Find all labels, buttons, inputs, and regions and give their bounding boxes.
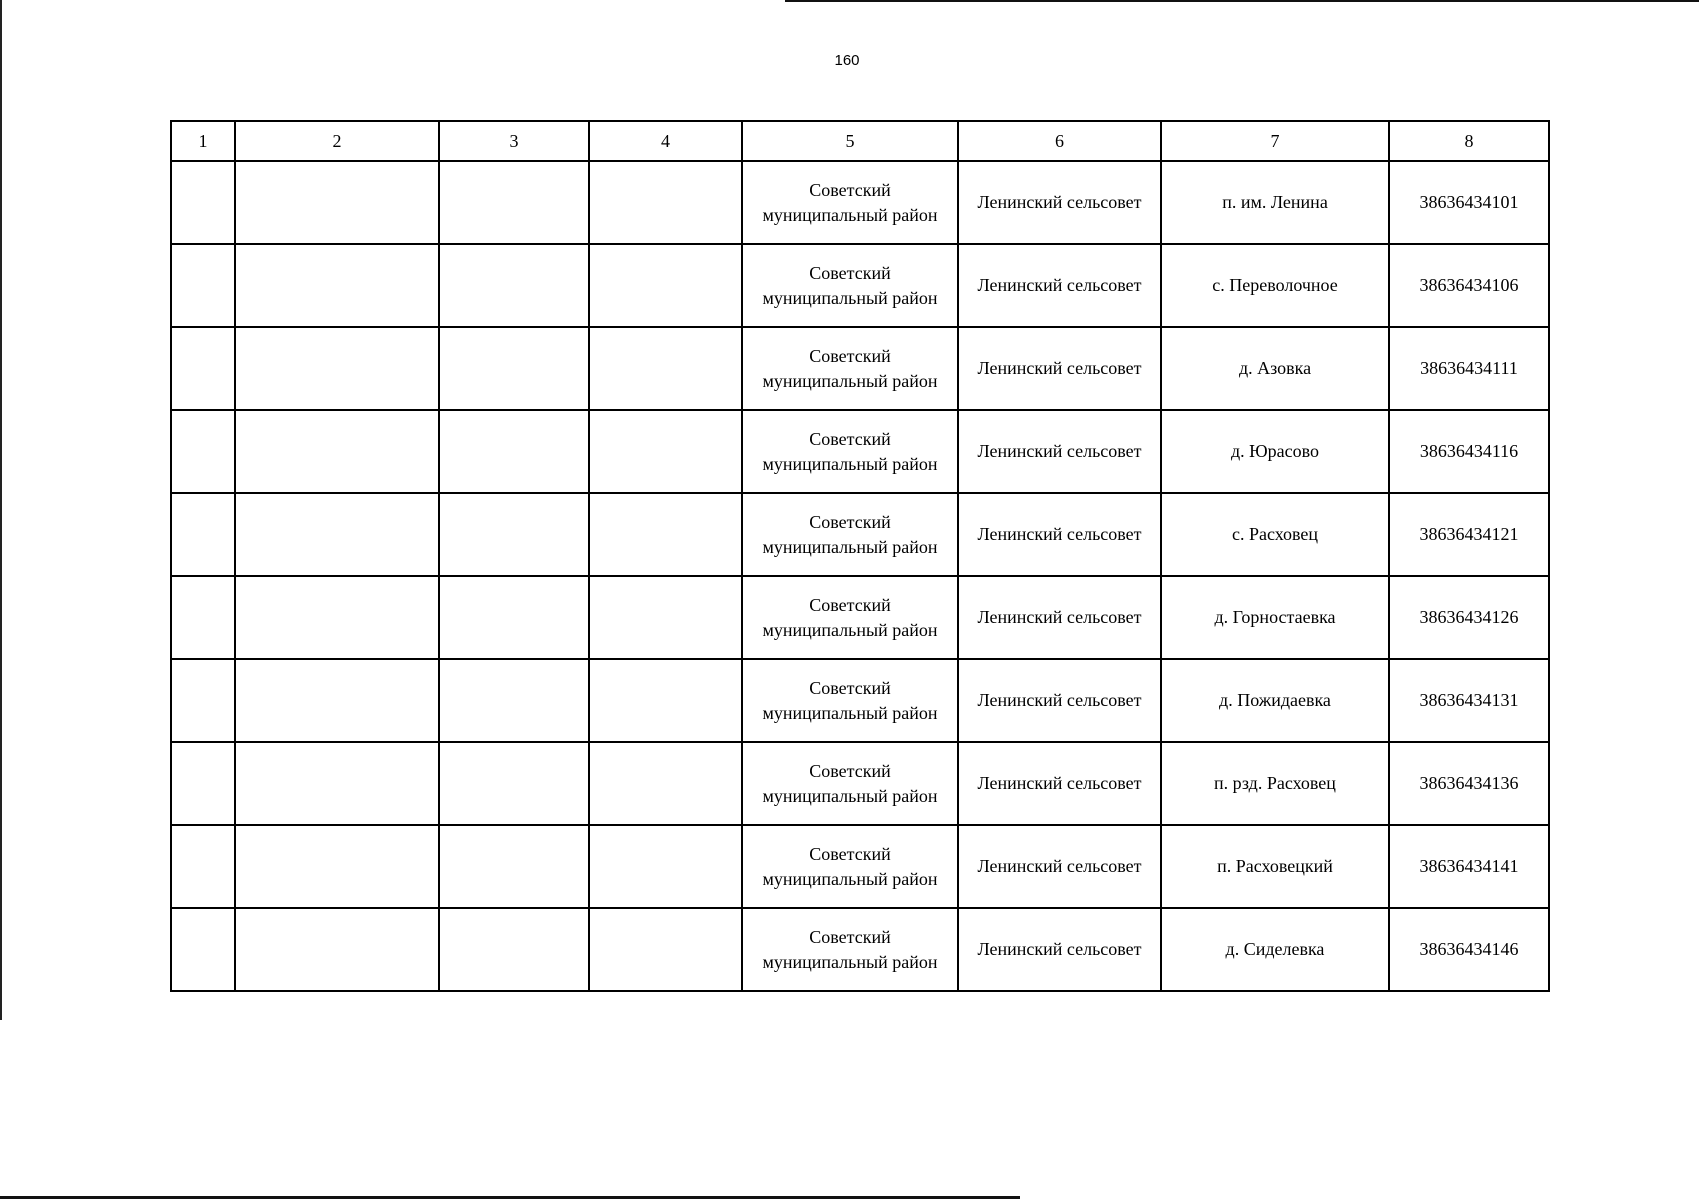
settlement-cell: п. рзд. Расховец xyxy=(1161,742,1389,825)
council-cell: Ленинский сельсовет xyxy=(958,410,1161,493)
cell-col-3 xyxy=(439,825,589,908)
district-cell: Советский муниципальный район xyxy=(742,410,958,493)
cell-col-4 xyxy=(589,908,742,991)
cell-col-1 xyxy=(171,825,235,908)
cell-col-1 xyxy=(171,908,235,991)
settlement-cell: д. Горностаевка xyxy=(1161,576,1389,659)
code-cell: 38636434136 xyxy=(1389,742,1549,825)
cell-col-2 xyxy=(235,825,439,908)
council-cell: Ленинский сельсовет xyxy=(958,244,1161,327)
council-cell: Ленинский сельсовет xyxy=(958,576,1161,659)
settlement-cell: д. Пожидаевка xyxy=(1161,659,1389,742)
council-cell: Ленинский сельсовет xyxy=(958,161,1161,244)
cell-col-3 xyxy=(439,659,589,742)
cell-col-4 xyxy=(589,410,742,493)
cell-col-4 xyxy=(589,493,742,576)
cell-col-4 xyxy=(589,742,742,825)
code-cell: 38636434146 xyxy=(1389,908,1549,991)
cell-col-2 xyxy=(235,576,439,659)
table-row xyxy=(171,327,1549,410)
cell-col-2 xyxy=(235,327,439,410)
district-cell: Советский муниципальный район xyxy=(742,493,958,576)
settlement-cell: д. Азовка xyxy=(1161,327,1389,410)
cell-col-4 xyxy=(589,244,742,327)
cell-col-4 xyxy=(589,659,742,742)
code-cell: 38636434131 xyxy=(1389,659,1549,742)
cell-col-2 xyxy=(235,410,439,493)
code-cell: 38636434111 xyxy=(1389,327,1549,410)
cell-col-1 xyxy=(171,410,235,493)
table-row xyxy=(171,576,1549,659)
code-cell: 38636434121 xyxy=(1389,493,1549,576)
table-row xyxy=(171,742,1549,825)
settlement-cell: с. Переволочное xyxy=(1161,244,1389,327)
settlement-cell: с. Расховец xyxy=(1161,493,1389,576)
council-cell: Ленинский сельсовет xyxy=(958,908,1161,991)
council-cell: Ленинский сельсовет xyxy=(958,659,1161,742)
table-row xyxy=(171,244,1549,327)
table-row xyxy=(171,161,1549,244)
table-row xyxy=(171,659,1549,742)
district-cell: Советский муниципальный район xyxy=(742,659,958,742)
settlement-cell: д. Юрасово xyxy=(1161,410,1389,493)
district-cell: Советский муниципальный район xyxy=(742,244,958,327)
district-cell: Советский муниципальный район xyxy=(742,327,958,410)
code-cell: 38636434126 xyxy=(1389,576,1549,659)
table-row xyxy=(171,908,1549,991)
cell-col-3 xyxy=(439,576,589,659)
column-header-5: 5 xyxy=(742,121,958,161)
scan-edge-top xyxy=(785,0,1699,2)
cell-col-3 xyxy=(439,161,589,244)
column-header-7: 7 xyxy=(1161,121,1389,161)
cell-col-4 xyxy=(589,825,742,908)
cell-col-2 xyxy=(235,493,439,576)
table-row xyxy=(171,825,1549,908)
cell-col-4 xyxy=(589,161,742,244)
cell-col-1 xyxy=(171,742,235,825)
cell-col-1 xyxy=(171,161,235,244)
settlement-cell: п. им. Ленина xyxy=(1161,161,1389,244)
cell-col-4 xyxy=(589,327,742,410)
cell-col-3 xyxy=(439,244,589,327)
header-row xyxy=(171,121,1549,161)
column-header-3: 3 xyxy=(439,121,589,161)
district-cell: Советский муниципальный район xyxy=(742,825,958,908)
cell-col-2 xyxy=(235,742,439,825)
district-cell: Советский муниципальный район xyxy=(742,161,958,244)
cell-col-3 xyxy=(439,410,589,493)
cell-col-2 xyxy=(235,161,439,244)
code-cell: 38636434141 xyxy=(1389,825,1549,908)
table-body xyxy=(171,161,1549,991)
cell-col-3 xyxy=(439,908,589,991)
cell-col-2 xyxy=(235,659,439,742)
column-header-6: 6 xyxy=(958,121,1161,161)
table-row xyxy=(171,410,1549,493)
column-header-8: 8 xyxy=(1389,121,1549,161)
district-cell: Советский муниципальный район xyxy=(742,908,958,991)
cell-col-3 xyxy=(439,493,589,576)
scan-edge-bottom xyxy=(0,1196,1020,1199)
code-cell: 38636434101 xyxy=(1389,161,1549,244)
cell-col-1 xyxy=(171,576,235,659)
council-cell: Ленинский сельсовет xyxy=(958,825,1161,908)
column-header-2: 2 xyxy=(235,121,439,161)
cell-col-1 xyxy=(171,327,235,410)
table-row xyxy=(171,493,1549,576)
cell-col-2 xyxy=(235,244,439,327)
code-cell: 38636434116 xyxy=(1389,410,1549,493)
district-cell: Советский муниципальный район xyxy=(742,742,958,825)
code-cell: 38636434106 xyxy=(1389,244,1549,327)
cell-col-3 xyxy=(439,327,589,410)
cell-col-4 xyxy=(589,576,742,659)
council-cell: Ленинский сельсовет xyxy=(958,742,1161,825)
cell-col-1 xyxy=(171,493,235,576)
settlements-table xyxy=(170,120,1550,992)
page-number: 160 xyxy=(834,52,860,69)
council-cell: Ленинский сельсовет xyxy=(958,327,1161,410)
column-header-4: 4 xyxy=(589,121,742,161)
cell-col-3 xyxy=(439,742,589,825)
scan-edge-left xyxy=(0,0,2,1020)
cell-col-1 xyxy=(171,659,235,742)
settlement-cell: п. Расховецкий xyxy=(1161,825,1389,908)
cell-col-2 xyxy=(235,908,439,991)
settlement-cell: д. Сиделевка xyxy=(1161,908,1389,991)
district-cell: Советский муниципальный район xyxy=(742,576,958,659)
council-cell: Ленинский сельсовет xyxy=(958,493,1161,576)
column-header-1: 1 xyxy=(171,121,235,161)
cell-col-1 xyxy=(171,244,235,327)
